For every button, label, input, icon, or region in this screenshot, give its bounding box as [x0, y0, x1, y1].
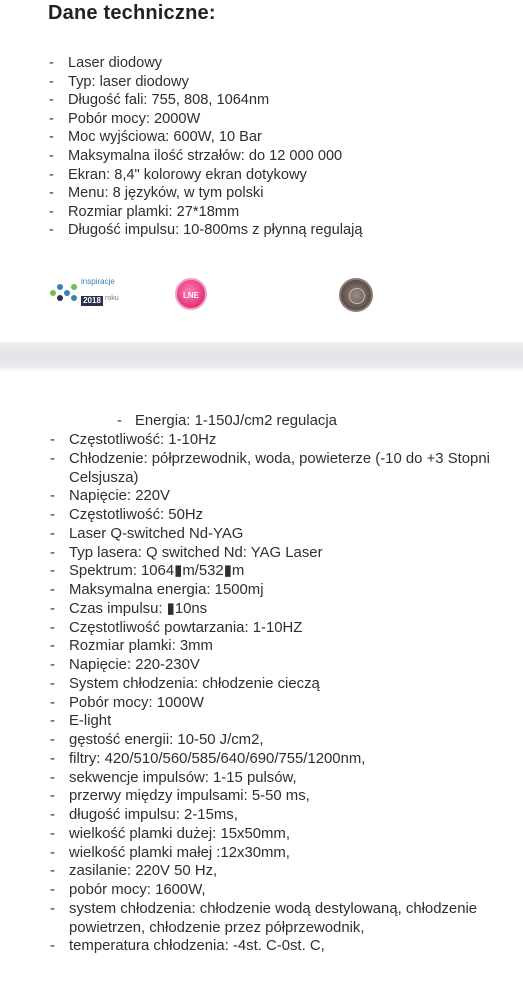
list-item	[50, 825, 510, 844]
list-item-text: Rozmiar plamki: 27*18mm	[68, 203, 240, 220]
list-item-text: Maksymalna ilość strzałów: do 12 000 000	[68, 147, 343, 164]
list-item	[49, 203, 509, 222]
list-item-text: gęstość energii: 10-50 J/cm2,	[69, 732, 264, 748]
list-dash: -	[50, 788, 55, 805]
list-dash: -	[49, 129, 54, 146]
list-item	[50, 525, 510, 544]
list-item-text: Chłodzenie: półprzewodnik, woda, powieterze (-10 do +3 Stopni Celsjusza)	[69, 450, 490, 486]
list-item-text: Częstotliwość: 50Hz	[69, 507, 204, 523]
list-item	[49, 128, 509, 147]
spec-list-qswitch-elight	[50, 431, 510, 956]
inspiracje-roku-logo	[50, 278, 140, 308]
energia-text: Energia: 1-150J/cm2 regulacja	[134, 413, 337, 429]
list-dash: -	[50, 882, 55, 898]
list-dash: -	[50, 600, 55, 617]
list-item-text: Spektrum: 1064▮m/532▮m	[69, 563, 245, 580]
list-item-text: sekwencje impulsów: 1-15 pulsów,	[69, 769, 297, 786]
list-item-text: System chłodzenia: chłodzenie cieczą	[69, 675, 320, 692]
list-item	[50, 694, 510, 713]
inspiracje-label: inspiracje	[81, 277, 115, 286]
list-item-text: Rozmiar plamki: 3mm	[69, 638, 213, 655]
list-dash: -	[50, 938, 55, 955]
list-dash: -	[50, 825, 55, 842]
list-dash: -	[50, 507, 55, 523]
list-item	[50, 769, 510, 788]
spec-list-diode-laser	[49, 54, 509, 240]
list-dash: -	[50, 769, 55, 786]
list-dash: -	[49, 222, 54, 239]
list-item	[50, 675, 510, 694]
list-item	[49, 221, 509, 240]
list-item	[50, 506, 510, 525]
section-divider	[0, 342, 523, 372]
list-dash: -	[49, 110, 54, 127]
list-item	[50, 787, 510, 806]
inspiracje-year: 2018	[81, 296, 103, 306]
list-item-text: przerwy między impulsami: 5-50 ms,	[69, 788, 310, 805]
list-item-text: pobór mocy: 1600W,	[69, 882, 206, 898]
list-dash: -	[49, 166, 54, 183]
list-item-text: Pobór mocy: 1000W	[69, 694, 204, 711]
list-item	[50, 862, 510, 881]
list-dash: -	[50, 807, 55, 823]
list-item-text: Typ: laser diodowy	[68, 73, 189, 90]
list-dash: -	[49, 147, 54, 164]
list-dash: -	[49, 73, 54, 90]
list-item	[50, 487, 510, 506]
list-dash: -	[50, 544, 55, 561]
list-item	[49, 110, 509, 129]
list-item	[50, 619, 510, 638]
lne-label: LNE	[183, 291, 199, 300]
list-item	[50, 881, 510, 900]
list-dash: -	[50, 525, 55, 542]
list-item	[49, 91, 509, 110]
list-item	[49, 184, 509, 203]
list-item-text: zasilanie: 220V 50 Hz,	[69, 863, 218, 880]
list-dash: -	[50, 657, 55, 673]
list-item	[50, 637, 510, 656]
list-dash: -	[50, 582, 55, 598]
inspiracje-roku-label: roku	[105, 295, 119, 302]
logos-row	[0, 272, 523, 320]
list-item-text: Napięcie: 220V	[69, 488, 170, 505]
list-item	[50, 712, 510, 731]
list-item-text: Menu: 8 języków, w tym polski	[68, 185, 264, 202]
list-item-text: Częstotliwość: 1-10Hz	[69, 432, 217, 448]
list-dash: -	[50, 675, 55, 692]
list-item-text: Ekran: 8,4" kolorowy ekran dotykowy	[68, 166, 307, 183]
seal-logo	[339, 278, 373, 312]
list-item	[50, 600, 510, 619]
list-item	[50, 750, 510, 769]
list-item-text: system chłodzenia: chłodzenie wodą destylowaną, chłodzenie powietrzen, chłodzenie przez półprzewodnik,	[69, 900, 478, 936]
list-dash: -	[50, 732, 55, 748]
list-dash: -	[50, 638, 55, 655]
list-item	[49, 54, 509, 73]
list-item	[50, 450, 510, 488]
list-item	[50, 581, 510, 600]
list-item	[50, 562, 510, 581]
list-item	[49, 147, 509, 166]
list-item-text: wielkość plamki małej :12x30mm,	[69, 844, 290, 861]
lne-badge-logo	[175, 278, 207, 310]
list-dash: -	[50, 450, 55, 467]
list-item	[49, 166, 509, 185]
list-dash: -	[50, 900, 55, 917]
list-dash: -	[50, 844, 55, 861]
list-dash: -	[50, 619, 55, 636]
list-item-text: Czas impulsu: ▮10ns	[69, 600, 208, 617]
page-title: Dane techniczne:	[48, 2, 216, 24]
list-item-text: E-light	[69, 713, 112, 730]
list-item	[50, 544, 510, 563]
list-dash: -	[49, 55, 54, 71]
list-item	[49, 73, 509, 92]
list-dash: -	[50, 563, 55, 580]
list-item	[50, 731, 510, 750]
list-item-text: wielkość plamki dużej: 15x50mm,	[69, 825, 290, 842]
list-item-text: Typ lasera: Q switched Nd: YAG Laser	[69, 544, 323, 561]
list-item	[50, 844, 510, 863]
list-dash: -	[50, 750, 55, 767]
list-item	[50, 656, 510, 675]
list-item-text: Moc wyjściowa: 600W, 10 Bar	[68, 129, 262, 146]
list-dash: -	[117, 413, 122, 429]
list-item-text: Długość impulsu: 10-800ms z płynną regulają	[68, 222, 363, 239]
list-item-text: Długość fali: 755, 808, 1064nm	[68, 92, 270, 109]
list-item-text: Częstotliwość powtarzania: 1-10HZ	[69, 619, 303, 636]
list-item-text: Pobór mocy: 2000W	[68, 110, 201, 127]
list-item-text: temperatura chłodzenia: -4st. C-0st. C,	[69, 938, 325, 955]
energia-line	[117, 412, 337, 431]
list-item	[50, 431, 510, 450]
list-item-text: Maksymalna energia: 1500mj	[69, 582, 264, 598]
list-item-text: Laser Q-switched Nd-YAG	[69, 525, 244, 542]
list-dash: -	[50, 863, 55, 880]
list-dash: -	[50, 488, 55, 505]
list-item	[50, 806, 510, 825]
list-dash: -	[50, 432, 55, 448]
list-item	[50, 900, 510, 938]
list-dash: -	[49, 92, 54, 109]
list-item	[50, 937, 510, 956]
list-item-text: Napięcie: 220-230V	[69, 657, 200, 673]
list-dash: -	[50, 713, 55, 730]
list-item-text: długość impulsu: 2-15ms,	[69, 807, 238, 823]
list-item-text: Laser diodowy	[68, 55, 163, 71]
list-dash: -	[49, 185, 54, 202]
list-item-text: filtry: 420/510/560/585/640/690/755/1200nm,	[69, 750, 366, 767]
dots-icon	[50, 281, 80, 305]
list-dash: -	[50, 694, 55, 711]
list-dash: -	[49, 203, 54, 220]
